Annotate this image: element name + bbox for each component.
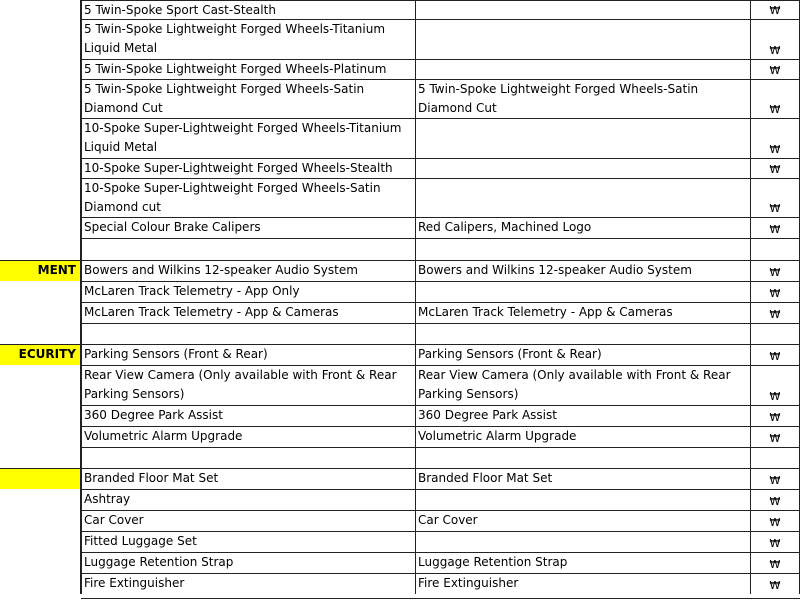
fitted-option-cell	[416, 510, 751, 531]
price-cell	[751, 365, 800, 405]
fitted-option-cell	[416, 238, 751, 260]
fitted-option: Rear View Camera (Only available with Front & Rear Parking Sensors)	[418, 368, 731, 401]
category-cell-empty	[0, 158, 81, 178]
fitted-option: Red Calipers, Machined Logo	[418, 220, 592, 234]
option-name-cell	[81, 19, 416, 59]
fitted-option-cell	[416, 217, 751, 238]
category-cell-empty	[0, 79, 81, 118]
spacer-row	[0, 238, 800, 260]
table-row	[0, 260, 800, 281]
currency-symbol: ₩	[769, 308, 781, 321]
fitted-option-cell	[416, 489, 751, 510]
price-cell	[751, 0, 800, 19]
price-cell	[751, 59, 800, 79]
fitted-option-cell	[416, 158, 751, 178]
option-name-cell	[81, 0, 416, 19]
category-cell-empty	[0, 365, 81, 405]
option-name-cell	[81, 573, 416, 594]
fitted-option-cell	[416, 19, 751, 59]
category-cell-empty	[0, 302, 81, 323]
category-cell-empty	[0, 118, 81, 158]
fitted-option-cell	[416, 79, 751, 118]
fitted-option: Branded Floor Mat Set	[418, 471, 553, 485]
price-cell	[751, 217, 800, 238]
price-cell	[751, 79, 800, 118]
option-name-cell	[81, 447, 416, 468]
option-name: Rear View Camera (Only available with Front & Rear Parking Sensors)	[84, 368, 397, 401]
currency-symbol: ₩	[769, 537, 781, 550]
table-row	[0, 0, 800, 19]
table-row	[0, 573, 800, 594]
option-name: Volumetric Alarm Upgrade	[84, 429, 243, 443]
currency-symbol: ₩	[769, 223, 781, 236]
currency-symbol: ₩	[769, 103, 781, 116]
price-cell	[751, 573, 800, 594]
category-cell	[0, 468, 81, 489]
price-cell	[751, 426, 800, 447]
fitted-option: McLaren Track Telemetry - App & Cameras	[418, 305, 673, 319]
price-cell	[751, 489, 800, 510]
currency-symbol: ₩	[769, 287, 781, 300]
currency-symbol: ₩	[769, 350, 781, 363]
currency-symbol: ₩	[769, 579, 781, 592]
option-name: 5 Twin-Spoke Sport Cast-Stealth	[84, 3, 276, 17]
price-cell	[751, 510, 800, 531]
currency-symbol: ₩	[769, 474, 781, 487]
category-cell-empty	[0, 323, 81, 344]
table-row	[0, 118, 800, 158]
currency-symbol: ₩	[769, 558, 781, 571]
option-name-cell	[81, 302, 416, 323]
table-row	[0, 19, 800, 59]
currency-symbol: ₩	[769, 143, 781, 156]
table-row	[0, 178, 800, 217]
category-cell-empty	[0, 19, 81, 59]
option-name-cell	[81, 468, 416, 489]
option-name-cell	[81, 260, 416, 281]
price-cell	[751, 19, 800, 59]
option-name: 360 Degree Park Assist	[84, 408, 223, 422]
category-cell-empty	[0, 281, 81, 302]
table-row	[0, 158, 800, 178]
table-row	[0, 552, 800, 573]
fitted-option-cell	[416, 281, 751, 302]
price-cell	[751, 323, 800, 344]
option-name-cell	[81, 405, 416, 426]
category-label: ECURITY	[18, 347, 76, 361]
option-name: Special Colour Brake Calipers	[84, 220, 261, 234]
option-name: 5 Twin-Spoke Lightweight Forged Wheels-Satin Diamond Cut	[84, 82, 365, 115]
option-name: Bowers and Wilkins 12-speaker Audio System	[84, 263, 358, 277]
option-name-cell	[81, 344, 416, 365]
table-row	[0, 510, 800, 531]
option-name: Ashtray	[84, 492, 131, 506]
table-row	[0, 281, 800, 302]
option-name-cell	[81, 217, 416, 238]
option-name: 5 Twin-Spoke Lightweight Forged Wheels-Platinum	[84, 62, 387, 76]
currency-symbol: ₩	[769, 495, 781, 508]
option-name-cell	[81, 365, 416, 405]
category-cell-empty	[0, 552, 81, 573]
fitted-option-cell	[416, 447, 751, 468]
category-cell-empty	[0, 426, 81, 447]
fitted-option-cell	[416, 552, 751, 573]
price-cell	[751, 178, 800, 217]
fitted-option-cell	[416, 0, 751, 19]
fitted-option-cell	[416, 260, 751, 281]
fitted-option-cell	[416, 178, 751, 217]
fitted-option: Luggage Retention Strap	[418, 555, 568, 569]
option-name-cell	[81, 323, 416, 344]
fitted-option: 5 Twin-Spoke Lightweight Forged Wheels-Satin Diamond Cut	[418, 82, 699, 115]
currency-symbol: ₩	[769, 202, 781, 215]
price-cell	[751, 552, 800, 573]
price-cell	[751, 344, 800, 365]
option-name-cell	[81, 238, 416, 260]
option-name: Branded Floor Mat Set	[84, 471, 219, 485]
category-cell-empty	[0, 217, 81, 238]
table-row	[0, 365, 800, 405]
currency-symbol: ₩	[769, 411, 781, 424]
category-cell-empty	[0, 238, 81, 260]
fitted-option: 360 Degree Park Assist	[418, 408, 557, 422]
option-name-cell	[81, 79, 416, 118]
fitted-option-cell	[416, 405, 751, 426]
fitted-option-cell	[416, 426, 751, 447]
fitted-option-cell	[416, 302, 751, 323]
option-name: 5 Twin-Spoke Lightweight Forged Wheels-Titanium Liquid Metal	[84, 22, 386, 55]
price-cell	[751, 531, 800, 552]
currency-symbol: ₩	[769, 516, 781, 529]
price-cell	[751, 302, 800, 323]
fitted-option-cell	[416, 573, 751, 594]
table-row	[0, 79, 800, 118]
option-name-cell	[81, 489, 416, 510]
fitted-option-cell	[416, 365, 751, 405]
fitted-option: Volumetric Alarm Upgrade	[418, 429, 577, 443]
option-name-cell	[81, 281, 416, 302]
option-name-cell	[81, 118, 416, 158]
option-name: 10-Spoke Super-Lightweight Forged Wheels-Stealth	[84, 161, 393, 175]
fitted-option-cell	[416, 468, 751, 489]
category-cell	[0, 344, 81, 365]
category-cell-empty	[0, 59, 81, 79]
option-name-cell	[81, 59, 416, 79]
option-name: Fire Extinguisher	[84, 576, 185, 590]
table-row	[0, 59, 800, 79]
option-name-cell	[81, 531, 416, 552]
fitted-option-cell	[416, 59, 751, 79]
option-name: Parking Sensors (Front & Rear)	[84, 347, 268, 361]
table-bottom-border	[81, 598, 800, 599]
option-name-cell	[81, 158, 416, 178]
table-row	[0, 426, 800, 447]
fitted-option-cell	[416, 531, 751, 552]
currency-symbol: ₩	[769, 390, 781, 403]
fitted-option-cell	[416, 118, 751, 158]
option-name: 10-Spoke Super-Lightweight Forged Wheels-Titanium Liquid Metal	[84, 121, 402, 154]
price-cell	[751, 468, 800, 489]
price-cell	[751, 158, 800, 178]
option-name-cell	[81, 426, 416, 447]
option-name-cell	[81, 178, 416, 217]
fitted-option-cell	[416, 344, 751, 365]
fitted-option: Car Cover	[418, 513, 478, 527]
option-name: Fitted Luggage Set	[84, 534, 197, 548]
fitted-option-cell	[416, 323, 751, 344]
fitted-option: Bowers and Wilkins 12-speaker Audio System	[418, 263, 692, 277]
table-row	[0, 302, 800, 323]
table-row	[0, 217, 800, 238]
currency-symbol: ₩	[769, 4, 781, 17]
option-name-cell	[81, 552, 416, 573]
spacer-row	[0, 323, 800, 344]
currency-symbol: ₩	[769, 163, 781, 176]
category-cell-empty	[0, 531, 81, 552]
price-cell	[751, 447, 800, 468]
table-row	[0, 531, 800, 552]
category-cell-empty	[0, 447, 81, 468]
currency-symbol: ₩	[769, 44, 781, 57]
currency-symbol: ₩	[769, 432, 781, 445]
category-cell-empty	[0, 573, 81, 594]
category-cell-empty	[0, 405, 81, 426]
price-cell	[751, 238, 800, 260]
spacer-row	[0, 447, 800, 468]
price-cell	[751, 405, 800, 426]
option-name: McLaren Track Telemetry - App Only	[84, 284, 300, 298]
price-cell	[751, 118, 800, 158]
category-cell-empty	[0, 178, 81, 217]
option-name: Luggage Retention Strap	[84, 555, 234, 569]
price-cell	[751, 281, 800, 302]
category-cell-empty	[0, 489, 81, 510]
option-name: 10-Spoke Super-Lightweight Forged Wheels-Satin Diamond cut	[84, 181, 381, 214]
category-label: MENT	[37, 263, 76, 277]
table-row	[0, 344, 800, 365]
table-row	[0, 489, 800, 510]
option-name: Car Cover	[84, 513, 144, 527]
fitted-option: Fire Extinguisher	[418, 576, 519, 590]
currency-symbol: ₩	[769, 64, 781, 77]
category-cell-empty	[0, 510, 81, 531]
option-name: McLaren Track Telemetry - App & Cameras	[84, 305, 339, 319]
price-cell	[751, 260, 800, 281]
currency-symbol: ₩	[769, 266, 781, 279]
table-row	[0, 405, 800, 426]
fitted-option: Parking Sensors (Front & Rear)	[418, 347, 602, 361]
table-row	[0, 468, 800, 489]
option-name-cell	[81, 510, 416, 531]
category-cell-empty	[0, 0, 81, 19]
category-cell	[0, 260, 81, 281]
